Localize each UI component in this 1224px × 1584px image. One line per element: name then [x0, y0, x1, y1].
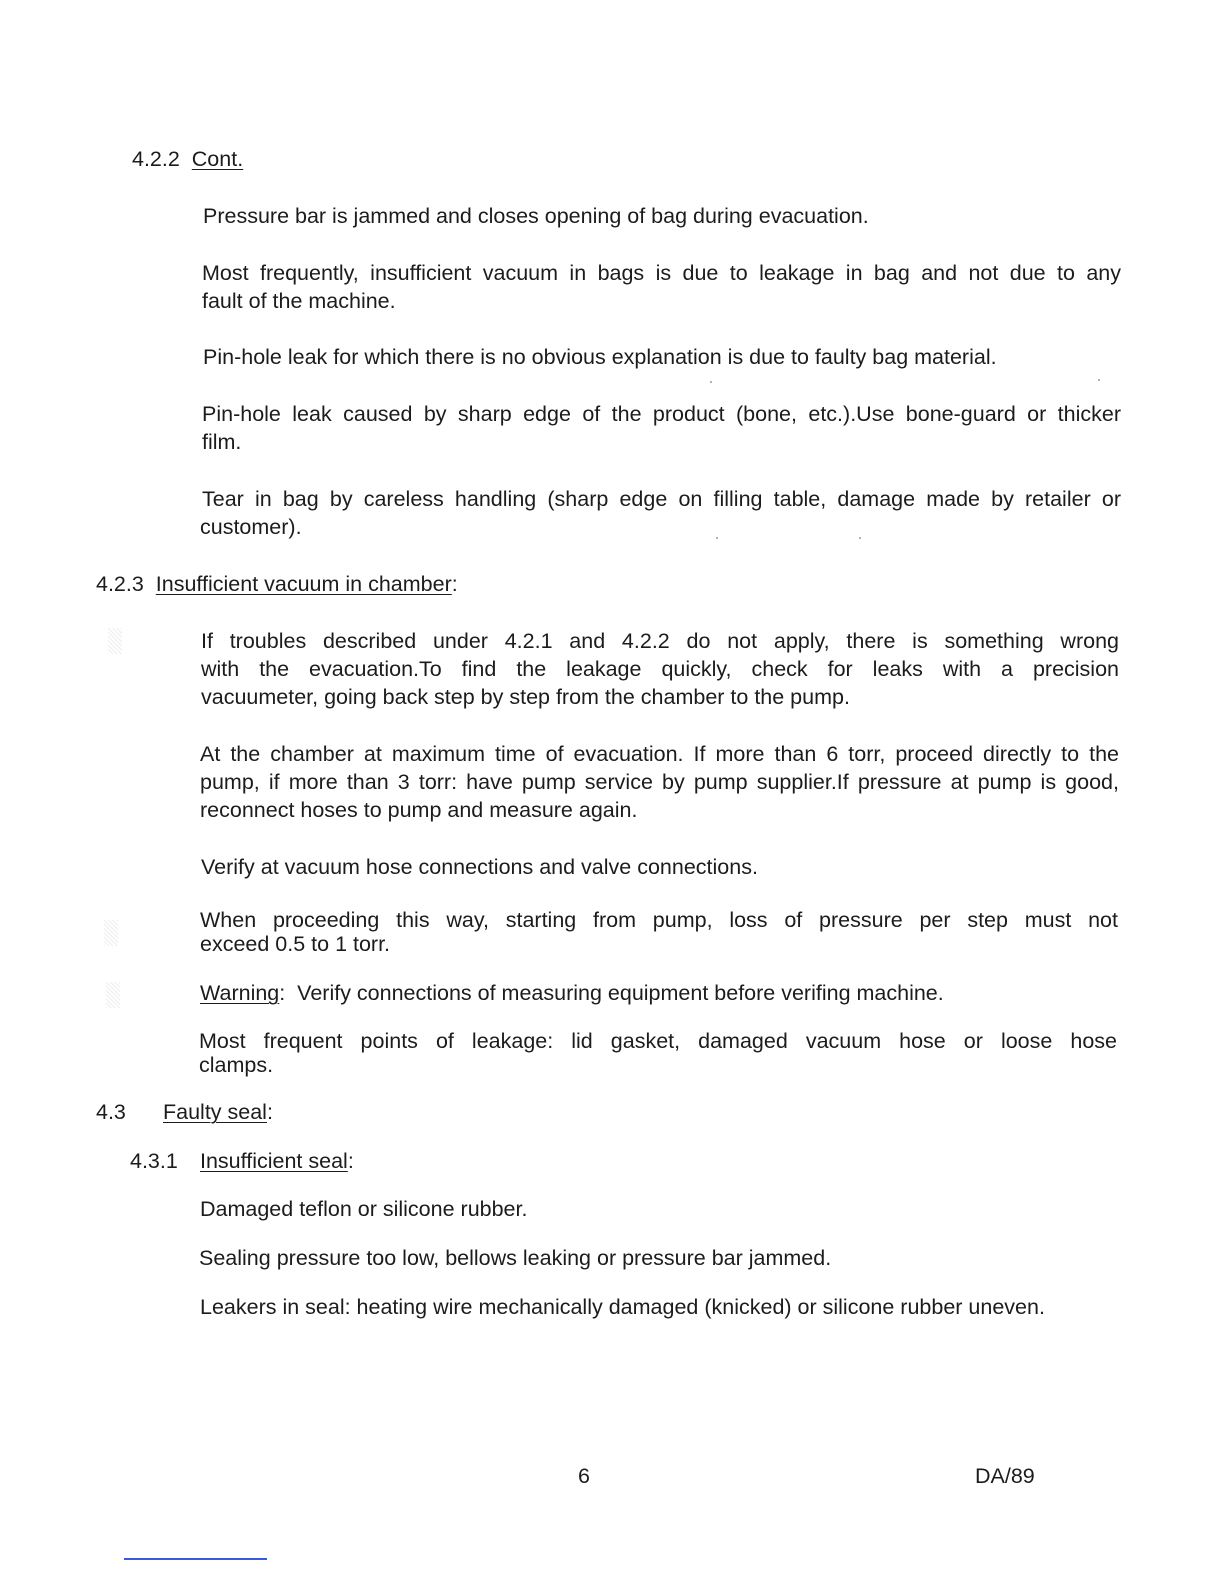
section-423-para-6-line-2: clamps.	[199, 1053, 274, 1077]
section-423-warning	[200, 979, 944, 1007]
section-431-para-3: Leakers in seal: heating wire mechanically damaged (knicked) or silicone rubber uneven.	[200, 1295, 1045, 1319]
section-423-para-2-line-3: reconnect hoses to pump and measure again.	[200, 798, 638, 822]
scan-speck	[108, 628, 122, 654]
section-423-para-6-line-1: Most frequent points of leakage: lid gasket, damaged vacuum hose or loose hose	[199, 1029, 1117, 1053]
section-422-para-2-line-1: Most frequently, insufficient vacuum in bags is due to leakage in bag and not due to any	[202, 261, 1121, 285]
section-43-heading	[96, 1098, 273, 1126]
section-431-para-2: Sealing pressure too low, bellows leaking or pressure bar jammed.	[199, 1246, 832, 1270]
section-422-para-4-line-1: Pin-hole leak caused by sharp edge of the product (bone, etc.).Use bone-guard or thicker	[202, 402, 1121, 426]
section-431-number: 4.3.1	[130, 1149, 178, 1173]
section-423-title: Insufficient vacuum in chamber	[155, 572, 452, 596]
scan-speck	[859, 537, 861, 539]
scan-speck	[716, 537, 718, 539]
section-423-para-4-line-1: When proceeding this way, starting from pump, loss of pressure per step must not	[200, 908, 1118, 932]
section-43-title: Faulty seal	[163, 1100, 267, 1124]
section-422-para-4-line-2: film.	[202, 430, 242, 454]
section-431-title: Insufficient seal	[200, 1149, 348, 1173]
section-423-colon: :	[451, 572, 458, 596]
section-423-para-4-line-2: exceed 0.5 to 1 torr.	[200, 932, 391, 956]
section-422-para-1: Pressure bar is jammed and closes opening of bag during evacuation.	[203, 204, 869, 228]
section-431-heading	[130, 1147, 354, 1175]
section-431-para-1: Damaged teflon or silicone rubber.	[200, 1197, 528, 1221]
page-number: 6	[578, 1464, 590, 1488]
section-431-colon: :	[347, 1149, 354, 1173]
section-423-para-3: Verify at vacuum hose connections and valve connections.	[201, 855, 758, 879]
section-423-para-1-line-2: with the evacuation.To find the leakage quickly, check for leaks with a precision	[201, 657, 1119, 681]
document-code: DA/89	[975, 1464, 1035, 1488]
footer-rule	[124, 1558, 267, 1560]
section-422-para-2-line-2: fault of the machine.	[202, 289, 396, 313]
section-423-heading	[96, 570, 458, 598]
warning-label: Warning	[200, 981, 280, 1005]
section-422-para-5-line-1: Tear in bag by careless handling (sharp edge on filling table, damage made by retailer or	[202, 487, 1121, 511]
section-422-para-3: Pin-hole leak for which there is no obvious explanation is due to faulty bag material.	[203, 345, 997, 369]
section-43-colon: :	[266, 1100, 273, 1124]
scan-speck	[710, 381, 712, 383]
scan-speck	[106, 982, 120, 1008]
section-423-number: 4.2.3	[96, 572, 144, 596]
section-423-para-2-line-1: At the chamber at maximum time of evacuation. If more than 6 torr, proceed directly to the	[200, 742, 1119, 766]
section-423-para-2-line-2: pump, if more than 3 torr: have pump service by pump supplier.If pressure at pump is good,	[200, 770, 1119, 794]
section-423-para-1-line-3: vacuumeter, going back step by step from the chamber to the pump.	[201, 685, 850, 709]
section-422-heading	[132, 145, 243, 173]
warning-text: : Verify connections of measuring equipment before verifing machine.	[279, 981, 944, 1005]
section-422-title: Cont.	[191, 147, 244, 171]
scan-speck	[104, 920, 118, 946]
section-422-number: 4.2.2	[132, 147, 180, 171]
section-43-number: 4.3	[96, 1100, 126, 1124]
scan-speck	[1098, 379, 1100, 381]
section-423-para-1-line-1: If troubles described under 4.2.1 and 4.2.2 do not apply, there is something wrong	[201, 629, 1119, 653]
section-422-para-5-line-2: customer).	[200, 515, 302, 539]
